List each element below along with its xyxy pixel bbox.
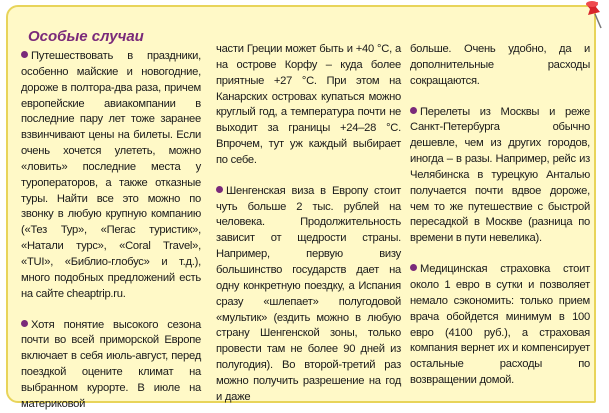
paragraph	[21, 318, 201, 413]
paragraph-text: Медицинская страховка стоит около 1 евро в сутки и позволяет немало сэкономить: только прием врача обойдется минимум в 100 евро (4100 руб.), а страховая компания вернет их и компенсирует остальные расходы по возвращении домой.	[410, 263, 590, 387]
paragraph	[216, 42, 401, 169]
text-column-1	[21, 49, 201, 413]
bullet-icon	[410, 264, 417, 271]
text-column-2	[216, 42, 401, 406]
paragraph-text: Хотя понятие высокого сезона почти во всей приморской Европе включает в себя июль-август, перед поездкой оцените климат на выбранном курорте. В июле на материковой	[21, 318, 201, 410]
section-heading: Особые случаи	[28, 28, 144, 45]
bullet-icon	[21, 51, 28, 58]
text-column-3	[410, 42, 590, 389]
paragraph-text: Шенгенская виза в Европу стоит чуть больше 2 тыс. рублей на человека. Продолжительность зависит от щедрости страны. Например, первую визу большинство государств дает на одну конкретную поездку, а Испания сразу «шлепает» полугодовой «мультик» (ездить можно в любую страну Шенгенской зоны, только провести там не более 90 дней из полугодия). Во второй-третий раз можно получить разрешение на год и даже	[216, 184, 401, 403]
paragraph-text: Перелеты из Москвы и реже Санкт-Петербурга обычно дешевле, чем из других городов, иногда – в разы. Например, рейс из Челябинска в турецкую Анталью получается почти вдвое дороже, чем то же путешествие с быстрой пересадкой в Москве (разница по времени в пути невелика).	[410, 105, 590, 245]
paragraph	[410, 262, 590, 389]
paragraph-text: части Греции может быть и +40 °C, а на острове Корфу – куда более приятные +27 °C. При этом на Канарских островах купаться можно круглый год, а температура почти не выходит за границы +24–28 °C. Впрочем, тут уж каждый выбирает по себе.	[216, 43, 401, 166]
paragraph	[216, 184, 401, 406]
bullet-icon	[410, 107, 417, 114]
bullet-icon	[216, 186, 223, 193]
paragraph	[410, 105, 590, 248]
paragraph-text: больше. Очень удобно, да и дополнительные расходы сокращаются.	[410, 43, 590, 87]
paragraph	[21, 49, 201, 303]
paragraph	[410, 42, 590, 90]
pushpin-icon	[582, 0, 606, 30]
bullet-icon	[21, 320, 28, 327]
paragraph-text: Путешествовать в праздники, особенно майские и новогодние, дороже в полтора-два раза, причем европейские авиакомпании в последние пару лет тоже заранее взвинчивают цены на билеты. Если очень хочется улететь, можно «ловить» последние места у туроператоров, а также отказные туры. Найти все это можно по звонку в любую крупную компанию («Тез Тур», «Пегас туристик», «Натали турс», «Coral Travel», «TUI», «Библио-глобус» и т.д.), много подобных предложений есть на сайте cheaptrip.ru.	[21, 50, 201, 300]
